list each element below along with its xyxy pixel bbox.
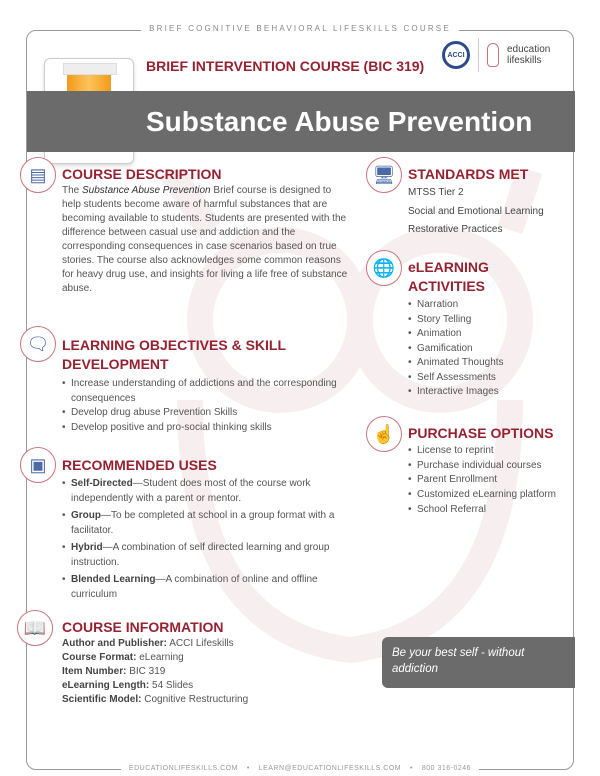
standard-item: Restorative Practices	[408, 224, 503, 235]
info-label: eLearning Length:	[62, 680, 150, 691]
footer	[0, 765, 600, 772]
open-book-cursor-icon: 📖	[17, 610, 53, 646]
presentation-icon: 🗨	[20, 326, 56, 362]
info-value: BIC 319	[126, 666, 166, 677]
elearning-heading-line-1: eLEARNING	[408, 259, 489, 275]
desc-intro: The	[62, 185, 83, 196]
info-row	[62, 651, 352, 665]
info-row	[62, 679, 352, 693]
footer-phone: 800 316-0246	[421, 765, 472, 772]
info-value: ACCI Lifeskills	[167, 638, 234, 649]
list-item: • License to reprint	[408, 444, 573, 459]
list-item: • Animated Thoughts	[408, 356, 573, 371]
standard-item: Social and Emotional Learning	[408, 205, 544, 217]
footer-separator: •	[243, 765, 254, 772]
bottle-cap	[63, 63, 117, 75]
use-desc: —Student does most of the course work independently with a parent or mentor.	[71, 478, 311, 504]
brand-line-2: lifeskills	[507, 55, 542, 66]
list-item: • Interactive Images	[408, 385, 573, 400]
globe-headset-icon: 🌐	[366, 250, 402, 286]
elearning-heading-line-2: ACTIVITIES	[408, 278, 486, 294]
use-term: Self-Directed	[71, 478, 133, 489]
list-item: • School Referral	[408, 503, 573, 518]
list-item	[62, 509, 352, 538]
page-title: Substance Abuse Prevention	[146, 106, 533, 137]
list-item: • Purchase individual courses	[408, 459, 573, 474]
footer-separator: •	[406, 765, 417, 772]
info-label: Course Format:	[62, 652, 137, 663]
list-item	[62, 541, 352, 570]
info-value: eLearning	[136, 652, 184, 663]
standards-heading: STANDARDS MET	[408, 166, 529, 182]
use-term: Blended Learning	[71, 574, 156, 585]
info-value: 54 Slides	[149, 680, 194, 691]
elearning-section	[408, 258, 573, 400]
list-item: • Parent Enrollment	[408, 473, 573, 488]
standard-item: MTSS Tier 2	[408, 187, 464, 198]
use-desc: —A combination of online and offline curriculum	[71, 574, 318, 600]
info-row	[62, 693, 352, 707]
tablet-icon: ▣	[20, 447, 56, 483]
course-description-text	[62, 184, 352, 296]
course-information-heading: COURSE INFORMATION	[62, 619, 224, 635]
info-label: Author and Publisher:	[62, 638, 167, 649]
use-desc: —A combination of self directed learning and group instruction.	[71, 542, 330, 568]
use-term: Group	[71, 510, 101, 521]
top-title: BRIEF COGNITIVE BEHAVIORAL LIFESKILLS COURSE	[0, 24, 600, 33]
standards-section	[408, 165, 573, 240]
course-information-section	[62, 618, 352, 707]
desk-person-icon: 🖥	[366, 157, 402, 193]
info-value: Cognitive Restructuring	[141, 694, 249, 705]
book-icon: ▤	[20, 157, 56, 193]
desc-course-name: Substance Abuse Prevention	[82, 185, 211, 196]
footer-email[interactable]: LEARN@EDUCATIONLIFESKILLS.COM	[258, 765, 402, 772]
purchase-heading: PURCHASE OPTIONS	[408, 425, 554, 441]
list-item: • Develop drug abuse Prevention Skills	[62, 406, 352, 421]
list-item	[62, 573, 352, 602]
brand-line-1: education	[507, 44, 551, 55]
use-term: Hybrid	[71, 542, 103, 553]
list-item: • Gamification	[408, 342, 573, 357]
list-item: • Customized eLearning platform	[408, 488, 573, 501]
desc-body: Brief course is designed to help students become aware of harmful substances that are becoming available to students. Students are presented with the difference between casual use and addiction and the corresponding consequences in case scenarios based on true stories. The course also acknowledges some common reasons for heavy drug use, and insights for living a life free of substance abuse.	[62, 185, 348, 294]
touchscreen-icon: ☝	[366, 416, 402, 452]
purchase-section	[408, 424, 573, 517]
recommended-uses-heading: RECOMMENDED USES	[62, 457, 217, 473]
list-item: • Story Telling	[408, 313, 573, 328]
list-item: • Increase understanding of addictions and the corresponding consequences	[62, 377, 352, 406]
list-item: • Animation	[408, 327, 573, 342]
learning-objectives-heading: LEARNING OBJECTIVES & SKILL DEVELOPMENT	[62, 337, 286, 372]
use-desc: —To be completed at school in a group format with a facilitator.	[71, 510, 335, 536]
tagline-box: Be your best self - without addiction	[382, 637, 575, 688]
logo-divider	[478, 38, 479, 72]
recommended-uses-section	[62, 456, 352, 602]
info-row	[62, 637, 352, 651]
info-label: Item Number:	[62, 666, 127, 677]
info-row	[62, 665, 352, 679]
owl-logo-icon	[487, 43, 499, 67]
footer-website[interactable]: EDUCATIONLIFESKILLS.COM	[128, 765, 238, 772]
course-description-heading: COURSE DESCRIPTION	[62, 166, 222, 182]
course-description-section	[62, 165, 352, 296]
list-item: • Narration	[408, 298, 573, 313]
logos	[442, 38, 550, 72]
learning-objectives-section	[62, 336, 352, 435]
list-item: • Self Assessments	[408, 371, 573, 386]
course-subtitle: BRIEF INTERVENTION COURSE (BIC 319)	[146, 58, 425, 74]
acci-seal-logo: ACCI	[442, 41, 470, 69]
brand-name	[507, 44, 550, 66]
list-item: • Develop positive and pro-social thinking skills	[62, 421, 352, 436]
info-label: Scientific Model:	[62, 694, 142, 705]
list-item	[62, 477, 352, 506]
